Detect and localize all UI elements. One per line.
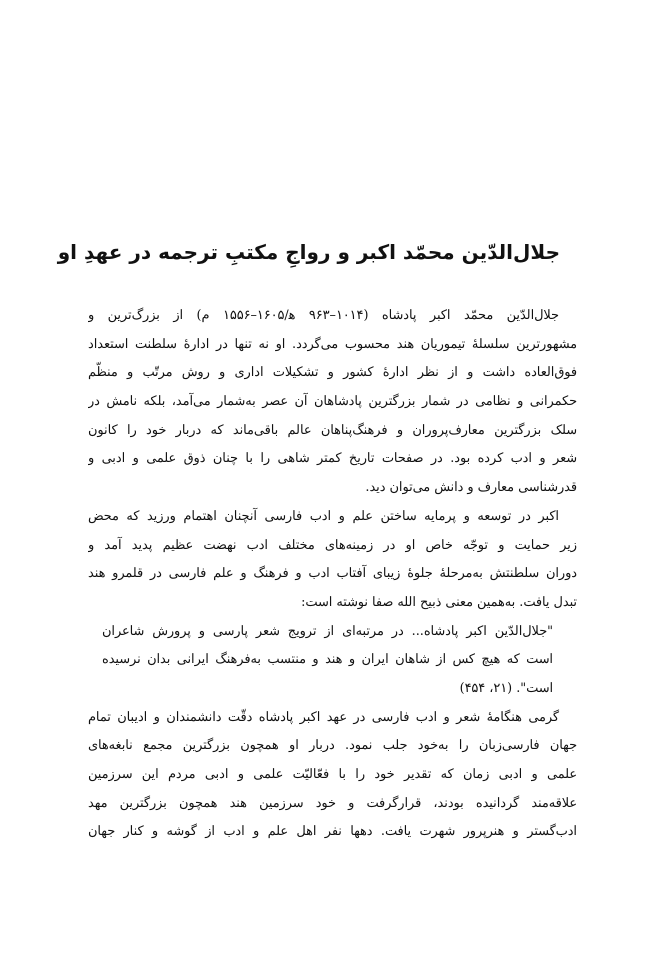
text-line: اکبر در توسعه و پرمایه ساختن علم و ادب فارسی آنچنان اهتمام ورزید که محض xyxy=(88,508,559,524)
text-line: تبدل یافت. به‌همین معنی ذبیح الله صفا نوشته است: xyxy=(301,594,577,610)
chapter-body xyxy=(88,302,577,847)
paragraph-2 xyxy=(88,503,577,618)
quote-line: "جلال‌الدّین اکبر پادشاه... در مرتبه‌ای از ترویج شعر پارسی و پرورش شاعران xyxy=(102,623,553,639)
text-line: جهان فارسی‌زبان را به‌خود جلب نمود. دربار او همچون بزرگترین مجمع نابغه‌های xyxy=(88,738,577,754)
text-line: مشهورترین سلسلهٔ تیموریان هند محسوب می‌گردد. او نه تنها در ادارهٔ سلطنت استعداد xyxy=(88,336,577,352)
text-line: حکمرانی و نظامی در شمار بزرگترین پادشاهان آن عصر به‌شمار می‌آمد، بلکه نامش در xyxy=(88,394,577,410)
paragraph-1 xyxy=(88,302,577,503)
text-line: ادب‌گستر و هنرپرور شهرت یافت. دهها نفر اهل علم و ادب از گوشه و کنار جهان xyxy=(88,824,577,840)
quote-line: است". (۲۱، ۴۵۴) xyxy=(459,680,553,696)
text-line: زیر حمایت و توجّه خاص او در زمینه‌های مختلف ادب نهضت عظیم پدید آمد و xyxy=(88,537,577,553)
chapter-title: جلال‌الدّین محمّد اکبر و رواجِ مکتبِ ترجمه در عهدِ او xyxy=(57,240,560,264)
text-line: گرمی هنگامهٔ شعر و ادب فارسی در عهد اکبر پادشاه دقّت دانشمندان و ادیبان تمام xyxy=(88,709,559,725)
paragraph-3 xyxy=(88,704,577,847)
text-line: فوق‌العاده داشت و از نظر ادارهٔ کشور و تشکیلات اداری و روش مرتّب و منظّم xyxy=(88,365,577,381)
quote-line: است که هیچ کس از شاهان ایران و هند و منتسب به‌فرهنگ ایرانی بدان نرسیده xyxy=(102,652,553,668)
text-line: سلک بزرگترین معارف‌پروران و فرهنگ‌پناهان عالم باقی‌ماند که دربار خود را کانون xyxy=(88,422,577,438)
text-line: دوران سلطنتش به‌مرحلهٔ جلوهٔ زیبای آفتاب ادب و فرهنگ و علم فارسی در قلمرو هند xyxy=(88,566,577,582)
block-quote xyxy=(88,618,577,704)
text-line: علمی و ادبی زمان که تقدیر خود را با فعّالیّت علمی و ادبی مردم این سرزمین xyxy=(88,767,577,782)
text-line: قدرشناسی معارف و دانش می‌توان دید. xyxy=(365,480,577,496)
text-line: شعر و ادب کرده بود. در صفحات تاریخ کمتر شاهی را با چنان ذوق علمی و ادبی و xyxy=(88,451,577,467)
text-line: علاقه‌مند گردانیده بودند، قرارگرفت و خود سرزمین هند همچون بزرگترین مهد xyxy=(88,795,577,811)
text-line: جلال‌الدّین محمّد اکبر پادشاه (۱۰۱۴–۹۶۳ ه‍/۱۶۰۵–۱۵۵۶ م) از بزرگ‌ترین و xyxy=(88,308,559,323)
